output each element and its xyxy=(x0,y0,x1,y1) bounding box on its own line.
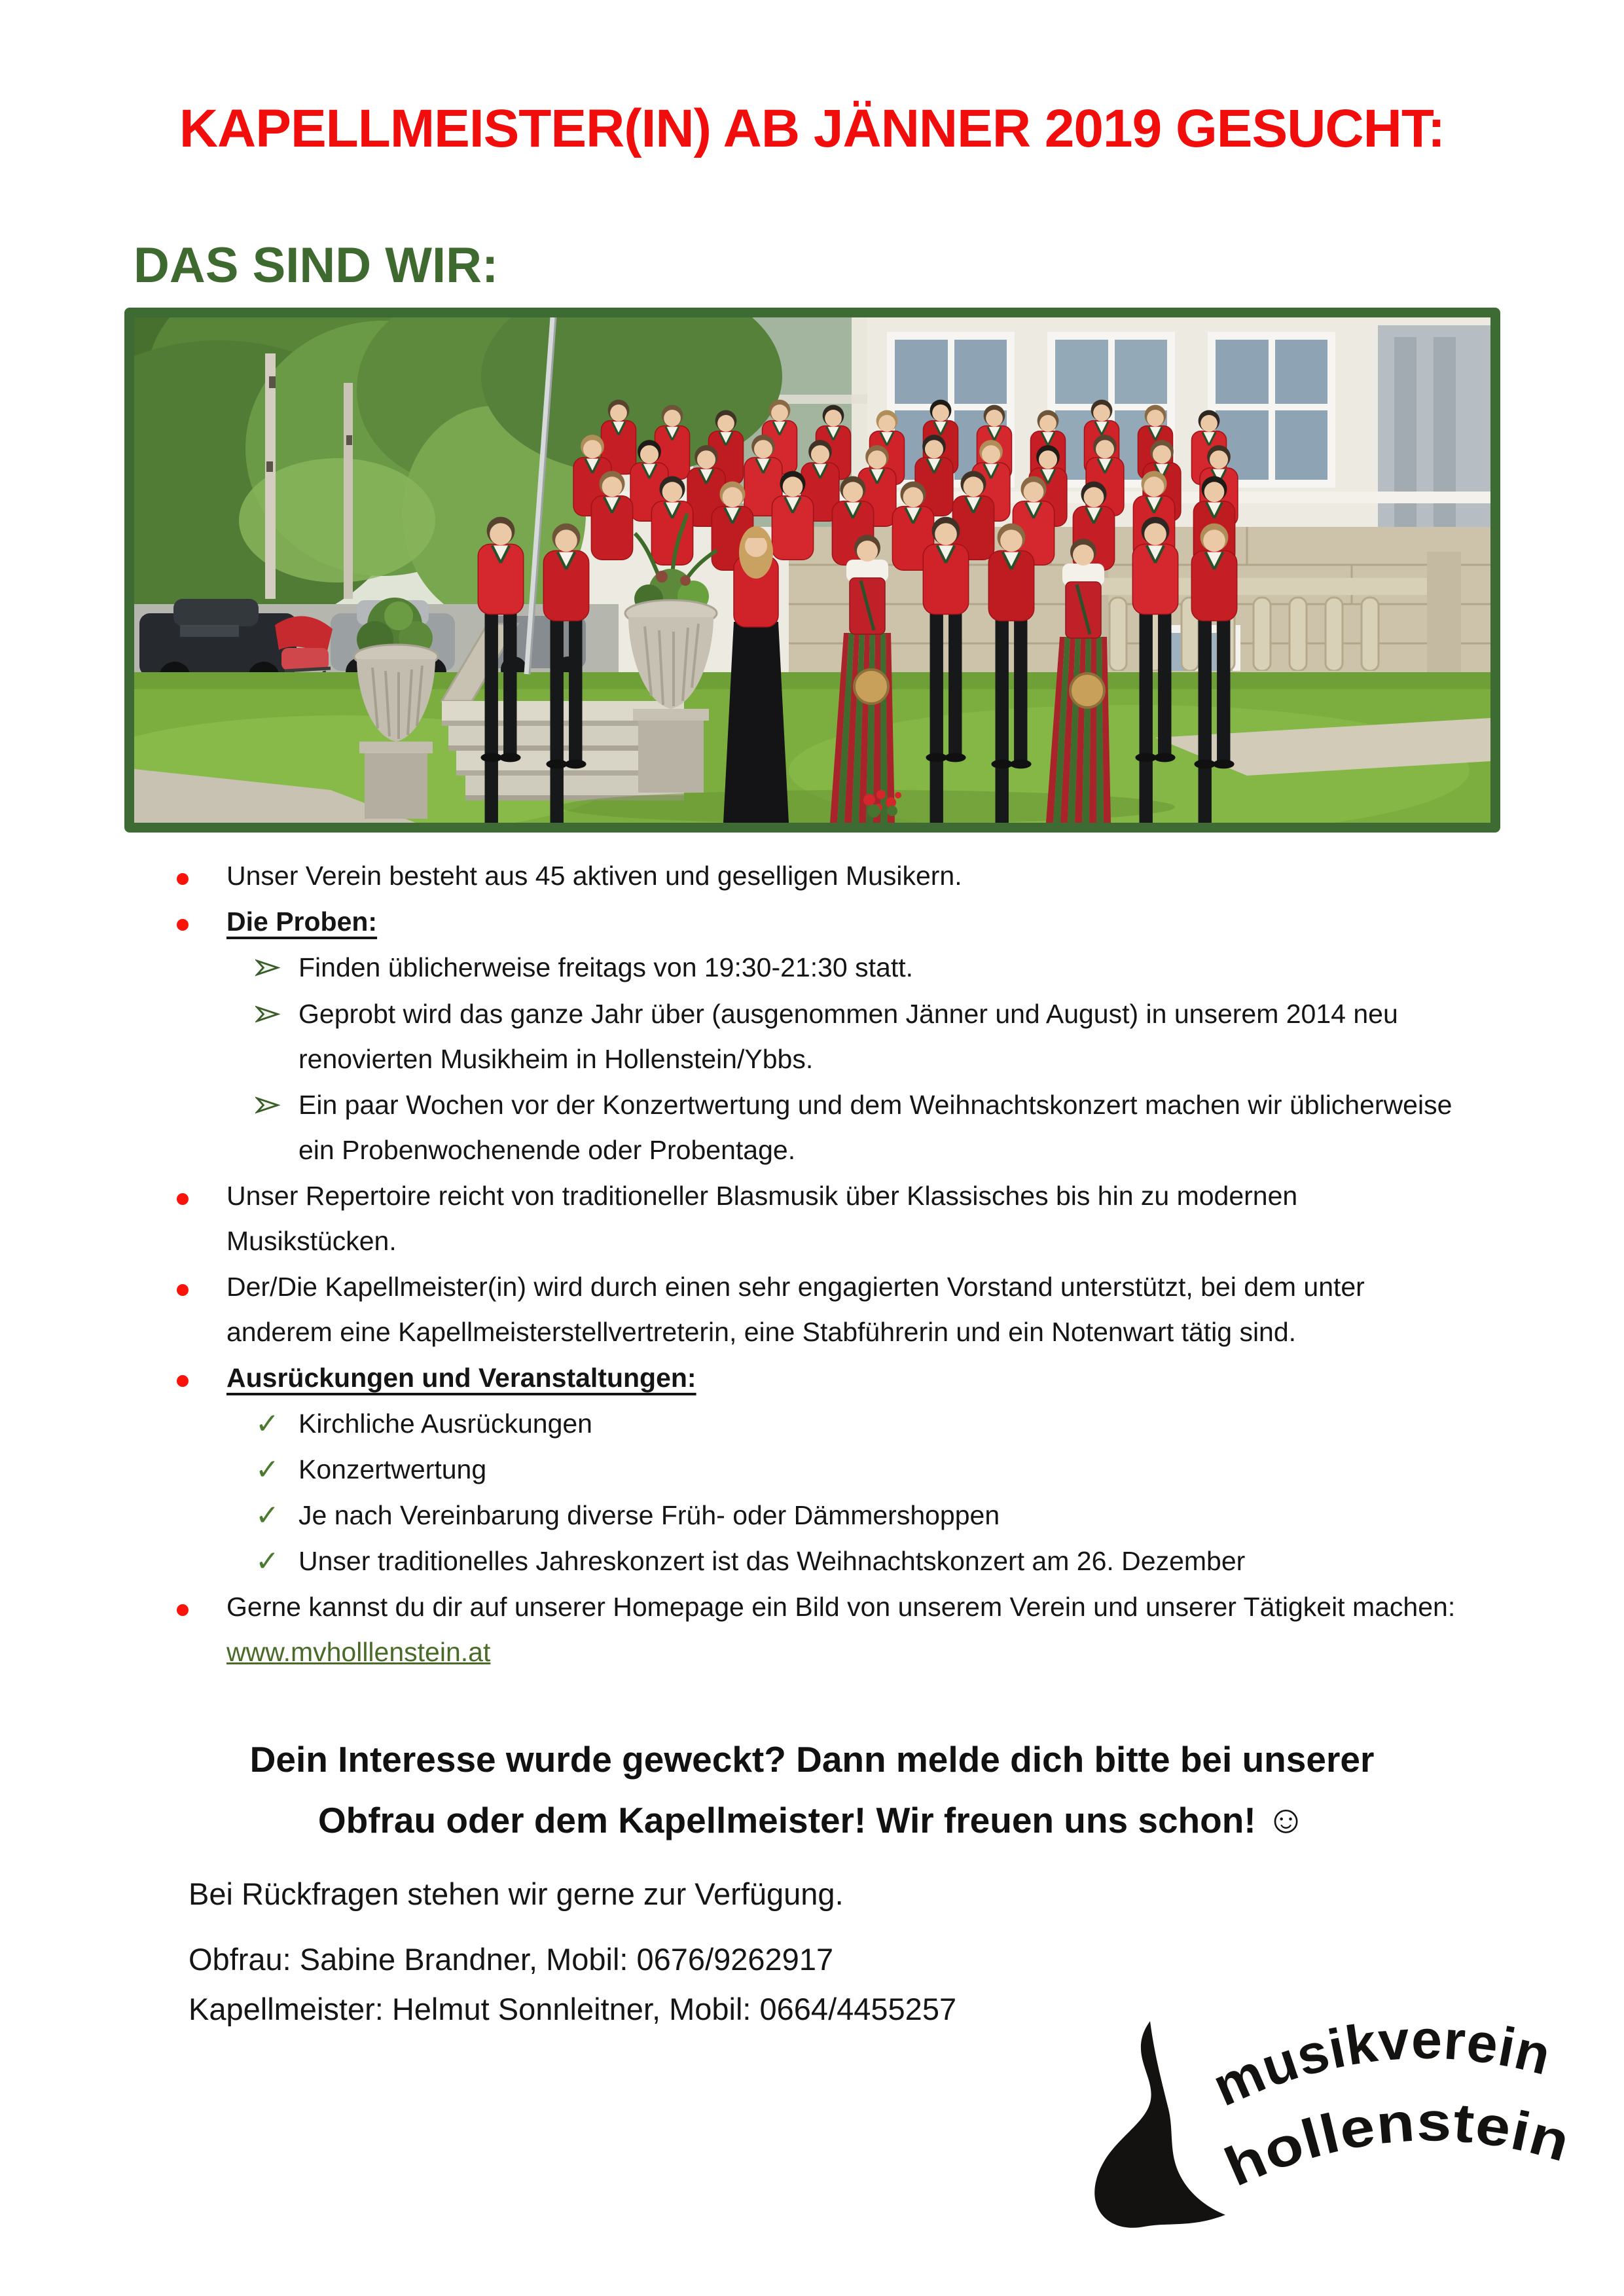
contact-obfrau: Obfrau: Sabine Brandner, Mobil: 0676/9262917 xyxy=(189,1942,834,1977)
homepage-link[interactable]: www.mvholllenstein.at xyxy=(226,1637,491,1667)
list-subitem: ✓ Konzertwertung xyxy=(255,1447,1473,1492)
list-subitem: Ein paar Wochen vor der Konzertwertung und dem Weihnachtskonzert machen wir üblicherweise ein Probenwochenende oder Probentage. xyxy=(255,1083,1473,1173)
list-item: Unser Repertoire reicht von traditioneller Blasmusik über Klassisches bis hin zu modernen Musikstücken. xyxy=(169,1174,1473,1264)
list-subitem: Finden üblicherweise freitags von 19:30-21:30 statt. xyxy=(255,945,1473,991)
list-item: Unser Verein besteht aus 45 aktiven und geselligen Musikern. xyxy=(169,853,1473,899)
smiley-icon: ☺ xyxy=(1265,1797,1307,1841)
info-list xyxy=(169,853,1473,1676)
check-icon: ✓ xyxy=(255,1408,280,1440)
list-subitem: ✓ Je nach Vereinbarung diverse Früh- oder Dämmershoppen xyxy=(255,1493,1473,1538)
logo-text-musikverein: musikverein xyxy=(1204,2008,1557,2118)
list-subitem: ✓ Unser traditionelles Jahreskonzert ist das Weihnachtskonzert am 26. Dezember xyxy=(255,1539,1473,1584)
arrow-bullet-icon xyxy=(255,945,298,991)
check-icon: ✓ xyxy=(255,1499,280,1532)
svg-text:hollenstein xyxy=(1216,2090,1578,2198)
bullet-dot-icon xyxy=(169,1265,226,1310)
bullet-dot-icon xyxy=(169,899,226,944)
bullet-dot-icon xyxy=(169,1585,226,1630)
bullet-dot-icon xyxy=(169,1174,226,1219)
contact-intro: Bei Rückfragen stehen wir gerne zur Verfügung. xyxy=(189,1876,844,1911)
arrow-bullet-icon xyxy=(255,1083,298,1128)
closing-line2: Obfrau oder dem Kapellmeister! Wir freuen uns schon! xyxy=(317,1800,1256,1840)
bullet-dot-icon xyxy=(169,1355,226,1401)
list-subitem: ✓ Kirchliche Ausrückungen xyxy=(255,1401,1473,1446)
homepage-text: Gerne kannst du dir auf unserer Homepage ein Bild von unserem Verein und unserer Tätigkeit machen: xyxy=(226,1592,1456,1622)
page-title: KAPELLMEISTER(IN) AB JÄNNER 2019 GESUCHT: xyxy=(179,99,1445,158)
arrow-bullet-icon xyxy=(255,992,298,1037)
check-icon: ✓ xyxy=(255,1545,280,1577)
band-photo xyxy=(124,308,1500,833)
bullet-dot-icon xyxy=(169,853,226,899)
list-item: Die Proben: xyxy=(169,899,1473,944)
closing-line1: Dein Interesse wurde geweckt? Dann melde dich bitte bei unserer xyxy=(249,1739,1375,1780)
section-heading: DAS SIND WIR: xyxy=(134,238,499,293)
check-icon: ✓ xyxy=(255,1454,280,1486)
list-item: Der/Die Kapellmeister(in) wird durch einen sehr engagierten Vorstand unterstützt, bei dem unter anderem eine Kapellmeisterstellvertreterin, eine Stabführerin und ein Notenwart tätig sind. xyxy=(169,1265,1473,1355)
logo-text-hollenstein: hollenstein xyxy=(1216,2090,1573,2198)
closing-text xyxy=(0,1729,1624,1850)
club-logo xyxy=(1074,1983,1597,2278)
logo-swoosh-icon xyxy=(1094,2021,1225,2228)
list-subitem: Geprobt wird das ganze Jahr über (ausgenommen Jänner und August) in unserem 2014 neu renovierten Musikheim in Hollenstein/Ybbs. xyxy=(255,992,1473,1082)
contact-block xyxy=(189,1935,956,2034)
band-photo-scene xyxy=(134,317,1490,823)
stone-urn-left xyxy=(354,598,438,819)
list-item: Ausrückungen und Veranstaltungen: xyxy=(169,1355,1473,1401)
list-item xyxy=(169,1585,1473,1675)
contact-kapellmeister: Kapellmeister: Helmut Sonnleitner, Mobil: 0664/4455257 xyxy=(189,1992,957,2026)
